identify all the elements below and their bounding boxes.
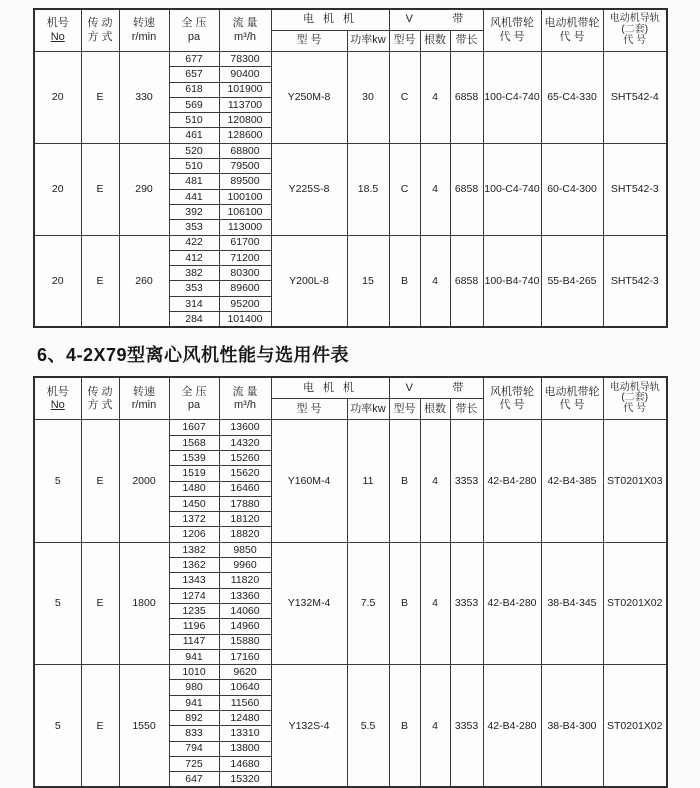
pressure-cell: 1274 bbox=[169, 588, 219, 603]
flow-cell: 61700 bbox=[219, 235, 271, 250]
fan-spec-table-1 bbox=[33, 8, 668, 328]
machine-no-cell: 5 bbox=[34, 420, 81, 542]
flow-cell: 13600 bbox=[219, 420, 271, 435]
motor-pulley-cell: 55-B4-265 bbox=[541, 235, 603, 327]
belt-count-cell: 4 bbox=[420, 542, 450, 664]
header-row-1 bbox=[34, 9, 667, 31]
motor-model-cell: Y225S-8 bbox=[271, 143, 347, 235]
motor-rail-cell: ST0201X03 bbox=[603, 420, 667, 542]
col-header-belt-count: 根数 bbox=[420, 399, 450, 420]
flow-cell: 12480 bbox=[219, 710, 271, 725]
pressure-cell: 1607 bbox=[169, 420, 219, 435]
flow-cell: 15320 bbox=[219, 772, 271, 788]
fan-pulley-cell: 100-C4-740 bbox=[483, 52, 541, 144]
belt-length-cell: 3353 bbox=[450, 542, 483, 664]
flow-cell: 13310 bbox=[219, 726, 271, 741]
flow-cell: 15260 bbox=[219, 450, 271, 465]
pressure-cell: 618 bbox=[169, 82, 219, 97]
fan-pulley-cell: 42-B4-280 bbox=[483, 542, 541, 664]
col-header-motor-rail: 电动机导轨 (二套) 代 号 bbox=[603, 9, 667, 52]
flow-cell: 11560 bbox=[219, 695, 271, 710]
pressure-cell: 284 bbox=[169, 312, 219, 328]
motor-model-cell: Y250M-8 bbox=[271, 52, 347, 144]
motor-power-cell: 5.5 bbox=[347, 665, 389, 788]
drive-mode-cell: E bbox=[81, 52, 119, 144]
belt-count-cell: 4 bbox=[420, 52, 450, 144]
motor-power-cell: 18.5 bbox=[347, 143, 389, 235]
pressure-cell: 510 bbox=[169, 159, 219, 174]
drive-mode-cell: E bbox=[81, 542, 119, 664]
machine-no-cell: 5 bbox=[34, 665, 81, 788]
belt-length-cell: 3353 bbox=[450, 665, 483, 788]
col-header-belt-model: 型号 bbox=[389, 31, 420, 52]
drive-mode-cell: E bbox=[81, 420, 119, 542]
pressure-cell: 725 bbox=[169, 756, 219, 771]
pressure-cell: 520 bbox=[169, 143, 219, 158]
motor-pulley-cell: 65-C4-330 bbox=[541, 52, 603, 144]
col-header-machine-no: 机号 No bbox=[34, 9, 81, 52]
flow-cell: 89500 bbox=[219, 174, 271, 189]
flow-cell: 79500 bbox=[219, 159, 271, 174]
pressure-cell: 1539 bbox=[169, 450, 219, 465]
machine-no-cell: 20 bbox=[34, 143, 81, 235]
motor-rail-cell: SHT542-3 bbox=[603, 143, 667, 235]
flow-cell: 9620 bbox=[219, 665, 271, 680]
pressure-cell: 314 bbox=[169, 296, 219, 311]
belt-count-cell: 4 bbox=[420, 143, 450, 235]
belt-model-cell: C bbox=[389, 52, 420, 144]
fan-pulley-cell: 42-B4-280 bbox=[483, 665, 541, 788]
belt-count-cell: 4 bbox=[420, 235, 450, 327]
motor-pulley-cell: 38-B4-345 bbox=[541, 542, 603, 664]
pressure-cell: 1235 bbox=[169, 603, 219, 618]
pressure-cell: 510 bbox=[169, 113, 219, 128]
drive-mode-cell: E bbox=[81, 143, 119, 235]
flow-cell: 11820 bbox=[219, 573, 271, 588]
col-header-motor-pulley: 电动机带轮 代 号 bbox=[541, 9, 603, 52]
flow-cell: 9960 bbox=[219, 558, 271, 573]
flow-cell: 68800 bbox=[219, 143, 271, 158]
col-header-motor-rail: 电动机导轨 (二套) 代 号 bbox=[603, 377, 667, 420]
flow-cell: 16460 bbox=[219, 481, 271, 496]
pressure-cell: 1010 bbox=[169, 665, 219, 680]
pressure-cell: 677 bbox=[169, 52, 219, 67]
col-header-fan-pulley: 风机带轮 代 号 bbox=[483, 9, 541, 52]
pressure-cell: 1147 bbox=[169, 634, 219, 649]
motor-pulley-cell: 42-B4-385 bbox=[541, 420, 603, 542]
pressure-cell: 647 bbox=[169, 772, 219, 788]
flow-cell: 14960 bbox=[219, 619, 271, 634]
table-row bbox=[34, 143, 667, 158]
col-header-drive-mode: 传 动 方 式 bbox=[81, 377, 119, 420]
pressure-cell: 1519 bbox=[169, 466, 219, 481]
pressure-cell: 353 bbox=[169, 281, 219, 296]
group-header-motor: 电 机 机 bbox=[271, 377, 389, 399]
flow-cell: 78300 bbox=[219, 52, 271, 67]
belt-model-cell: B bbox=[389, 542, 420, 664]
pressure-cell: 794 bbox=[169, 741, 219, 756]
flow-cell: 18120 bbox=[219, 512, 271, 527]
fan-pulley-cell: 100-B4-740 bbox=[483, 235, 541, 327]
flow-cell: 128600 bbox=[219, 128, 271, 143]
belt-model-cell: B bbox=[389, 420, 420, 542]
belt-model-cell: B bbox=[389, 235, 420, 327]
table-row bbox=[34, 542, 667, 557]
motor-power-cell: 15 bbox=[347, 235, 389, 327]
flow-cell: 9850 bbox=[219, 542, 271, 557]
drive-mode-cell: E bbox=[81, 665, 119, 788]
speed-cell: 330 bbox=[119, 52, 169, 144]
fan-pulley-cell: 42-B4-280 bbox=[483, 420, 541, 542]
col-header-pressure: 全 压 pa bbox=[169, 9, 219, 52]
pressure-cell: 481 bbox=[169, 174, 219, 189]
belt-count-cell: 4 bbox=[420, 420, 450, 542]
pressure-cell: 441 bbox=[169, 189, 219, 204]
pressure-cell: 980 bbox=[169, 680, 219, 695]
group-header-vbelt: V 带 bbox=[389, 9, 483, 31]
machine-no-cell: 20 bbox=[34, 52, 81, 144]
flow-cell: 14320 bbox=[219, 435, 271, 450]
belt-count-cell: 4 bbox=[420, 665, 450, 788]
flow-cell: 106100 bbox=[219, 204, 271, 219]
col-header-fan-pulley: 风机带轮 代 号 bbox=[483, 377, 541, 420]
col-header-belt-length: 带长 bbox=[450, 31, 483, 52]
motor-model-cell: Y160M-4 bbox=[271, 420, 347, 542]
pressure-cell: 657 bbox=[169, 67, 219, 82]
group-header-vbelt: V 带 bbox=[389, 377, 483, 399]
flow-cell: 71200 bbox=[219, 250, 271, 265]
flow-cell: 14680 bbox=[219, 756, 271, 771]
flow-cell: 13800 bbox=[219, 741, 271, 756]
col-header-belt-count: 根数 bbox=[420, 31, 450, 52]
col-header-motor-pulley: 电动机带轮 代 号 bbox=[541, 377, 603, 420]
motor-model-cell: Y200L-8 bbox=[271, 235, 347, 327]
fan-spec-table-2-container bbox=[33, 376, 700, 788]
pressure-cell: 1206 bbox=[169, 527, 219, 542]
flow-cell: 80300 bbox=[219, 266, 271, 281]
speed-cell: 290 bbox=[119, 143, 169, 235]
col-header-flow: 流 量 m³/h bbox=[219, 9, 271, 52]
pressure-cell: 1450 bbox=[169, 496, 219, 511]
belt-length-cell: 6858 bbox=[450, 143, 483, 235]
flow-cell: 120800 bbox=[219, 113, 271, 128]
pressure-cell: 422 bbox=[169, 235, 219, 250]
col-header-drive-mode: 传 动 方 式 bbox=[81, 9, 119, 52]
pressure-cell: 382 bbox=[169, 266, 219, 281]
belt-length-cell: 6858 bbox=[450, 235, 483, 327]
pressure-cell: 1382 bbox=[169, 542, 219, 557]
fan-pulley-cell: 100-C4-740 bbox=[483, 143, 541, 235]
flow-cell: 101400 bbox=[219, 312, 271, 328]
flow-cell: 95200 bbox=[219, 296, 271, 311]
pressure-cell: 941 bbox=[169, 649, 219, 664]
fan-spec-table-2 bbox=[33, 376, 668, 788]
pressure-cell: 892 bbox=[169, 710, 219, 725]
pressure-cell: 461 bbox=[169, 128, 219, 143]
flow-cell: 10640 bbox=[219, 680, 271, 695]
col-header-motor-power: 功率kw bbox=[347, 399, 389, 420]
pressure-cell: 1196 bbox=[169, 619, 219, 634]
flow-cell: 113000 bbox=[219, 220, 271, 235]
motor-rail-cell: SHT542-4 bbox=[603, 52, 667, 144]
motor-model-cell: Y132M-4 bbox=[271, 542, 347, 664]
motor-power-cell: 7.5 bbox=[347, 542, 389, 664]
motor-rail-cell: ST0201X02 bbox=[603, 542, 667, 664]
flow-cell: 18820 bbox=[219, 527, 271, 542]
table-row bbox=[34, 235, 667, 250]
motor-model-cell: Y132S-4 bbox=[271, 665, 347, 788]
flow-cell: 14060 bbox=[219, 603, 271, 618]
motor-pulley-cell: 60-C4-300 bbox=[541, 143, 603, 235]
col-header-motor-power: 功率kw bbox=[347, 31, 389, 52]
belt-length-cell: 3353 bbox=[450, 420, 483, 542]
belt-model-cell: B bbox=[389, 665, 420, 788]
flow-cell: 17160 bbox=[219, 649, 271, 664]
pressure-cell: 569 bbox=[169, 97, 219, 112]
motor-rail-cell: ST0201X02 bbox=[603, 665, 667, 788]
speed-cell: 1550 bbox=[119, 665, 169, 788]
pressure-cell: 1362 bbox=[169, 558, 219, 573]
group-header-motor: 电 机 机 bbox=[271, 9, 389, 31]
pressure-cell: 1568 bbox=[169, 435, 219, 450]
pressure-cell: 412 bbox=[169, 250, 219, 265]
col-header-speed: 转速 r/min bbox=[119, 377, 169, 420]
flow-cell: 15880 bbox=[219, 634, 271, 649]
table-row bbox=[34, 665, 667, 680]
pressure-cell: 353 bbox=[169, 220, 219, 235]
speed-cell: 2000 bbox=[119, 420, 169, 542]
motor-rail-cell: SHT542-3 bbox=[603, 235, 667, 327]
table-row bbox=[34, 52, 667, 67]
pressure-cell: 392 bbox=[169, 204, 219, 219]
motor-power-cell: 30 bbox=[347, 52, 389, 144]
col-header-speed: 转速 r/min bbox=[119, 9, 169, 52]
motor-pulley-cell: 38-B4-300 bbox=[541, 665, 603, 788]
col-header-belt-model: 型号 bbox=[389, 399, 420, 420]
speed-cell: 260 bbox=[119, 235, 169, 327]
pressure-cell: 1343 bbox=[169, 573, 219, 588]
machine-no-cell: 20 bbox=[34, 235, 81, 327]
col-header-flow: 流 量 m³/h bbox=[219, 377, 271, 420]
flow-cell: 17880 bbox=[219, 496, 271, 511]
header-row-1 bbox=[34, 377, 667, 399]
pressure-cell: 1480 bbox=[169, 481, 219, 496]
pressure-cell: 833 bbox=[169, 726, 219, 741]
col-header-motor-model: 型 号 bbox=[271, 399, 347, 420]
flow-cell: 15620 bbox=[219, 466, 271, 481]
flow-cell: 90400 bbox=[219, 67, 271, 82]
col-header-motor-model: 型 号 bbox=[271, 31, 347, 52]
speed-cell: 1800 bbox=[119, 542, 169, 664]
pressure-cell: 941 bbox=[169, 695, 219, 710]
col-header-belt-length: 带长 bbox=[450, 399, 483, 420]
machine-no-cell: 5 bbox=[34, 542, 81, 664]
flow-cell: 100100 bbox=[219, 189, 271, 204]
belt-model-cell: C bbox=[389, 143, 420, 235]
flow-cell: 101900 bbox=[219, 82, 271, 97]
fan-spec-table-1-container bbox=[33, 8, 700, 328]
flow-cell: 89600 bbox=[219, 281, 271, 296]
col-header-machine-no: 机号 No bbox=[34, 377, 81, 420]
col-header-pressure: 全 压 pa bbox=[169, 377, 219, 420]
flow-cell: 113700 bbox=[219, 97, 271, 112]
table-row bbox=[34, 420, 667, 435]
section-title: 6、4-2X79型离心风机性能与选用件表 bbox=[37, 345, 350, 366]
pressure-cell: 1372 bbox=[169, 512, 219, 527]
drive-mode-cell: E bbox=[81, 235, 119, 327]
motor-power-cell: 11 bbox=[347, 420, 389, 542]
flow-cell: 13360 bbox=[219, 588, 271, 603]
belt-length-cell: 6858 bbox=[450, 52, 483, 144]
